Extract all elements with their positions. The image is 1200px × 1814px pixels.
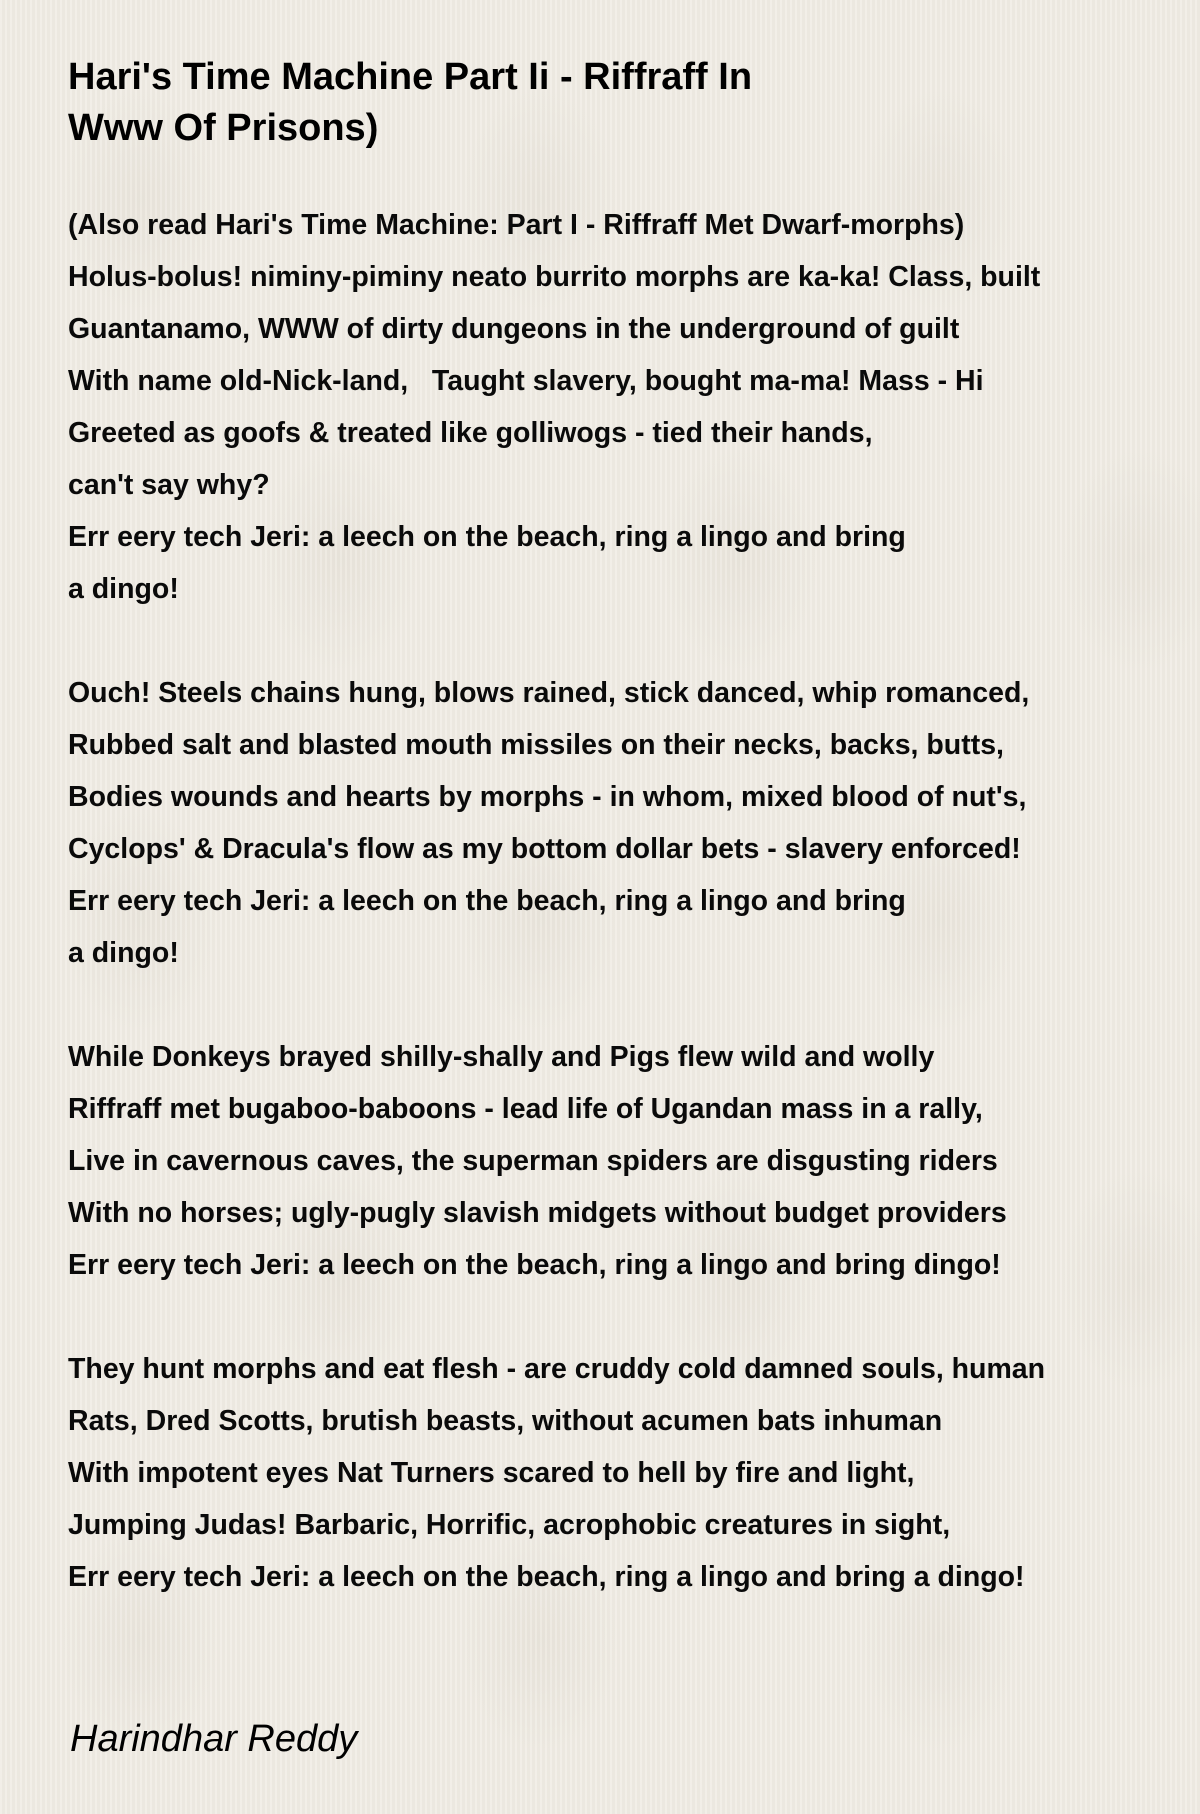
poem-line: Err eery tech Jeri: a leech on the beach, ring a lingo and bring a dingo! <box>68 1561 1025 1593</box>
stanza-break <box>68 979 1183 1031</box>
poem-line: a dingo! <box>68 573 179 605</box>
poem-line: Cyclops' & Dracula's flow as my bottom dollar bets - slavery enforced! <box>68 833 1021 865</box>
poem-line: can't say why? <box>68 469 270 501</box>
poem-line: Greeted as goofs & treated like golliwogs - tied their hands, <box>68 417 873 449</box>
poem-title-line: Hari's Time Machine Part Ii - Riffraff In <box>68 56 753 98</box>
poem-line: Err eery tech Jeri: a leech on the beach, ring a lingo and bring dingo! <box>68 1249 1001 1281</box>
poem-line: Err eery tech Jeri: a leech on the beach, ring a lingo and bring <box>68 521 906 553</box>
poem-title-line: Www Of Prisons) <box>68 107 379 149</box>
poem-stanza <box>68 1343 1183 1603</box>
poem-line: With name old-Nick-land, Taught slavery, bought ma-ma! Mass - Hi <box>68 365 984 397</box>
poem-stanza <box>68 199 1183 615</box>
poem-line: Riffraff met bugaboo-baboons - lead life of Ugandan mass in a rally, <box>68 1093 983 1125</box>
poem-line: a dingo! <box>68 937 179 969</box>
poem-line: Ouch! Steels chains hung, blows rained, stick danced, whip romanced, <box>68 677 1030 709</box>
stanza-break <box>68 615 1183 667</box>
poem-stanza <box>68 667 1183 979</box>
poem-line: Holus-bolus! niminy-piminy neato burrito morphs are ka-ka! Class, built <box>68 261 1041 293</box>
poem-line: Live in cavernous caves, the superman spiders are disgusting riders <box>68 1145 998 1177</box>
poem-line: Rubbed salt and blasted mouth missiles on their necks, backs, butts, <box>68 729 1004 761</box>
stanza-break <box>68 1291 1183 1343</box>
poem-line: Jumping Judas! Barbaric, Horrific, acrophobic creatures in sight, <box>68 1509 951 1541</box>
poem-line: With no horses; ugly-pugly slavish midgets without budget providers <box>68 1197 1007 1229</box>
poem-line: Rats, Dred Scotts, brutish beasts, without acumen bats inhuman <box>68 1405 943 1437</box>
poem-line: Err eery tech Jeri: a leech on the beach, ring a lingo and bring <box>68 885 906 917</box>
poem-line: They hunt morphs and eat flesh - are cruddy cold damned souls, human <box>68 1353 1046 1385</box>
poem-line: With impotent eyes Nat Turners scared to hell by fire and light, <box>68 1457 915 1489</box>
poem-line: (Also read Hari's Time Machine: Part I - Riffraff Met Dwarf-morphs) <box>68 209 965 241</box>
poem-line: While Donkeys brayed shilly-shally and Pigs flew wild and wolly <box>68 1041 935 1073</box>
poem-line: Bodies wounds and hearts by morphs - in whom, mixed blood of nut's, <box>68 781 1027 813</box>
poem-line: Guantanamo, WWW of dirty dungeons in the underground of guilt <box>68 313 960 345</box>
poem-author: Harindhar Reddy <box>70 1718 358 1760</box>
poem-stanza <box>68 1031 1183 1291</box>
poem-body <box>68 199 1183 1603</box>
poem-title <box>68 52 928 154</box>
